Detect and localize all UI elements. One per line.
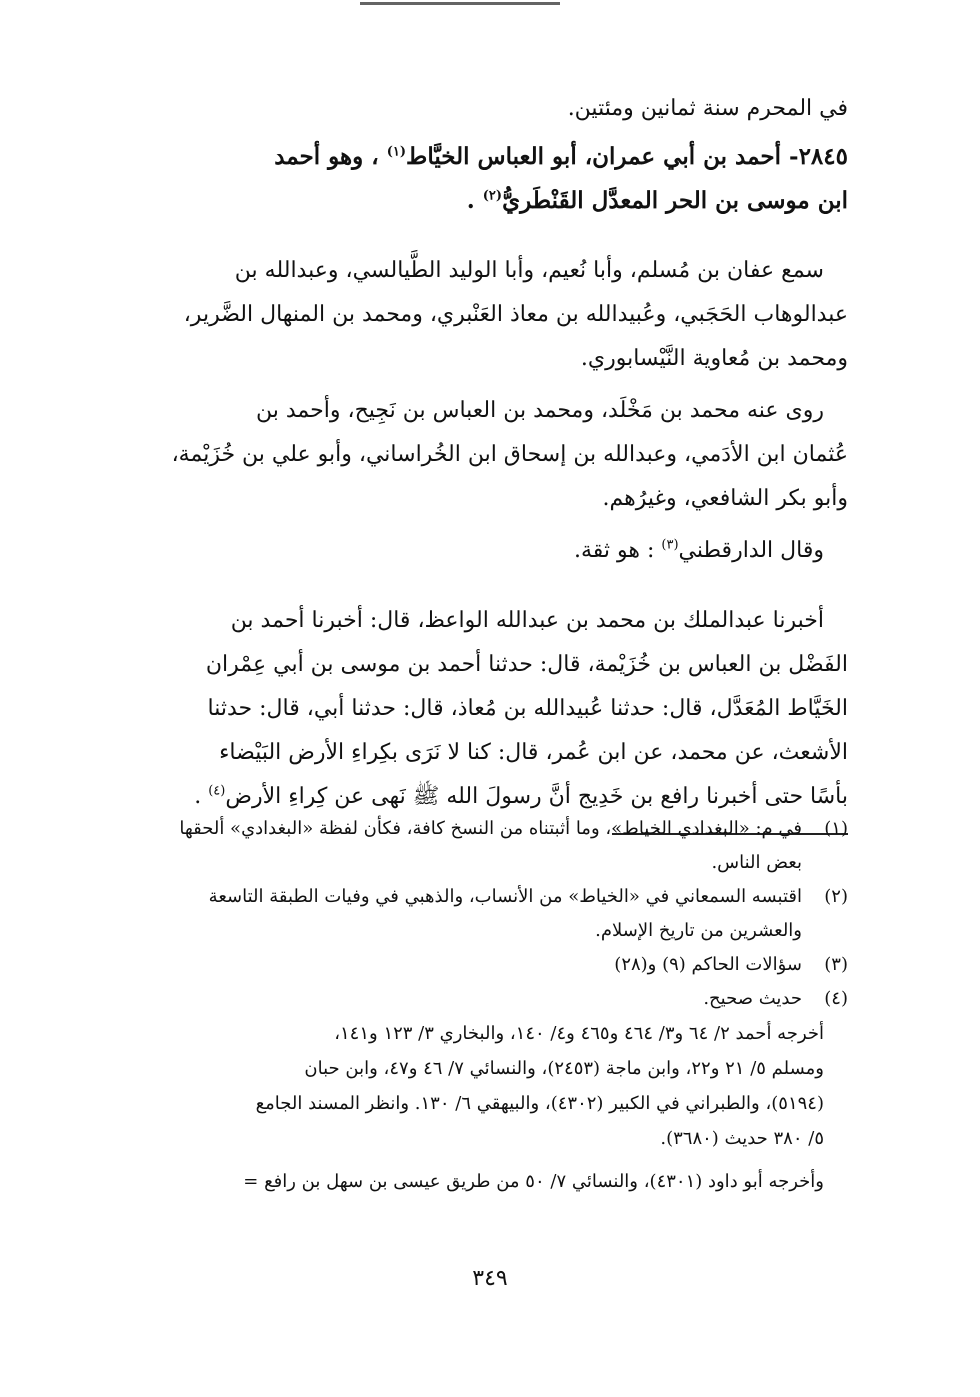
footnote-ref-1: (١) <box>386 144 407 160</box>
entry-heading-line-2 <box>136 179 848 223</box>
footnote-line: ٥/ ٣٨٠ حديث (٣٦٨٠). <box>660 1128 824 1149</box>
intro-line: في المحرم سنة ثمانين ومئتين. <box>567 96 848 121</box>
footnote-line: (٥١٩٤)، والطبراني في الكبير (٤٣٠٢)، والبيهقي ٦/ ١٣٠. وانظر المسند الجامع <box>255 1093 824 1114</box>
teachers-paragraph <box>136 249 848 381</box>
text-line: وأبو بكر الشافعي، وغيرُهم. <box>602 486 848 511</box>
footnotes <box>136 812 848 1199</box>
footnote-ref-2: (٢) <box>482 188 503 204</box>
hadith-last-line: بأسًا حتى أخبرنا رافع بن خَدِيج أنَّ رسولَ الله ﷺ نَهى عن كِراءِ الأرض <box>225 784 848 809</box>
footnote-line: بعض الناس. <box>711 852 802 873</box>
text-line <box>136 529 848 573</box>
text-line: سمع عفان بن مُسلم، وأبا نُعيم، وأبا الوليد الطَّيالسي، وعبدالله بن <box>234 258 824 283</box>
footnote-4-detail <box>136 1016 848 1156</box>
footnote-2 <box>136 880 848 948</box>
hadith-end: . <box>194 784 202 809</box>
footnote-number: (٢) <box>824 886 848 907</box>
text-line: أخبرنا عبدالملك بن محمد بن عبدالله الواعظ، قال: أخبرنا أحمد بن <box>230 608 824 633</box>
text-line: الخَيَّاط المُعَدَّل، قال: حدثنا عُبيدالله بن مُعاذ، قال: حدثنا أبي، قال: حدثنا <box>207 696 848 721</box>
footnote-number: (١) <box>824 818 848 839</box>
top-header-rule <box>360 2 560 5</box>
text-line: روى عنه محمد بن مَخْلَد، ومحمد بن العباس بن نَجِيح، وأحمد بن <box>256 398 824 423</box>
text-line: عُثمان ابن الأدَمي، وعبدالله بن إسحاق ابن الخُراساني، وأبو علي بن خُزَيْمة، <box>171 442 848 467</box>
footnote-line: سؤالات الحاكم (٩) و(٢٨) <box>614 954 802 975</box>
entry-number: ٢٨٤٥- <box>789 143 848 170</box>
footnote-line: اقتبسه السمعاني في «الخياط» من الأنساب، والذهبي في وفيات الطبقة التاسعة <box>208 886 802 907</box>
entry-heading-line-1 <box>136 135 848 179</box>
footnote-1 <box>136 812 848 880</box>
page-number: ٣٤٩ <box>472 1266 508 1291</box>
text-line: عبدالوهاب الحَجَبي، وعُبيدالله بن معاذ العَنْبري، ومحمد بن المنهال الضَّرير، <box>183 302 848 327</box>
footnote-line: في م: «البغدادي الخياط»، وما أثبتناه من النسخ كافة، فكأن لفظة «البغدادي» ألحقها <box>179 818 802 839</box>
hadith-paragraph <box>136 599 848 819</box>
footnote-4 <box>136 982 848 1016</box>
text-line: الفَضْل بن العباس بن خُزَيْمة، قال: حدثنا أحمد بن موسى بن أبي عِمْران <box>205 652 848 677</box>
daraqutni-verdict: : هو ثقة. <box>573 538 655 563</box>
students-paragraph <box>136 389 848 521</box>
footnote-line: أخرجه أحمد ٢/ ٦٤ و٣/ ٤٦٤ و٤٦٥ و٤/ ١٤٠، والبخاري ٣/ ١٢٣ و١٤١، <box>334 1023 824 1044</box>
footnote-line: والعشرين من تاريخ الإسلام. <box>595 920 802 941</box>
footnote-continuation: وأخرجه أبو داود (٤٣٠١)، والنسائي ٧/ ٥٠ من طريق عيسى بن سهل بن رافع = <box>243 1171 824 1192</box>
text-line: ومحمد بن مُعاوية النَّيْسابوري. <box>580 346 848 371</box>
daraqutni-text: وقال الدارقطني <box>678 538 824 563</box>
footnote-line: حديث صحيح. <box>703 988 802 1009</box>
entry-name-cont: ، وهو أحمد <box>274 143 379 170</box>
footnote-ref-3: (٣) <box>661 537 679 553</box>
text-line: الأشعث، عن محمد، عن ابن عُمر، قال: كنا لا نَرَى بكِراءِ الأرض البَيْضاء <box>219 740 848 765</box>
entry-name-line-2: ابن موسى بن الحر المعدَّل القَنْطَريُّ <box>502 187 848 214</box>
entry-name: أحمد بن أبي عمران، أبو العباس الخيَّاط <box>406 143 782 170</box>
daraqutni-paragraph <box>136 529 848 573</box>
footnote-line: ومسلم ٥/ ٢١ و٢٢، وابن ماجة (٢٤٥٣)، والنسائي ٧/ ٤٦ و٤٧، وابن حبان <box>304 1058 824 1079</box>
entry-name-end: . <box>466 187 475 214</box>
footnote-ref-4: (٤) <box>208 783 226 799</box>
footnote-number: (٤) <box>824 988 848 1009</box>
footnote-3 <box>136 948 848 982</box>
main-text <box>136 92 848 835</box>
footnote-number: (٣) <box>824 954 848 975</box>
